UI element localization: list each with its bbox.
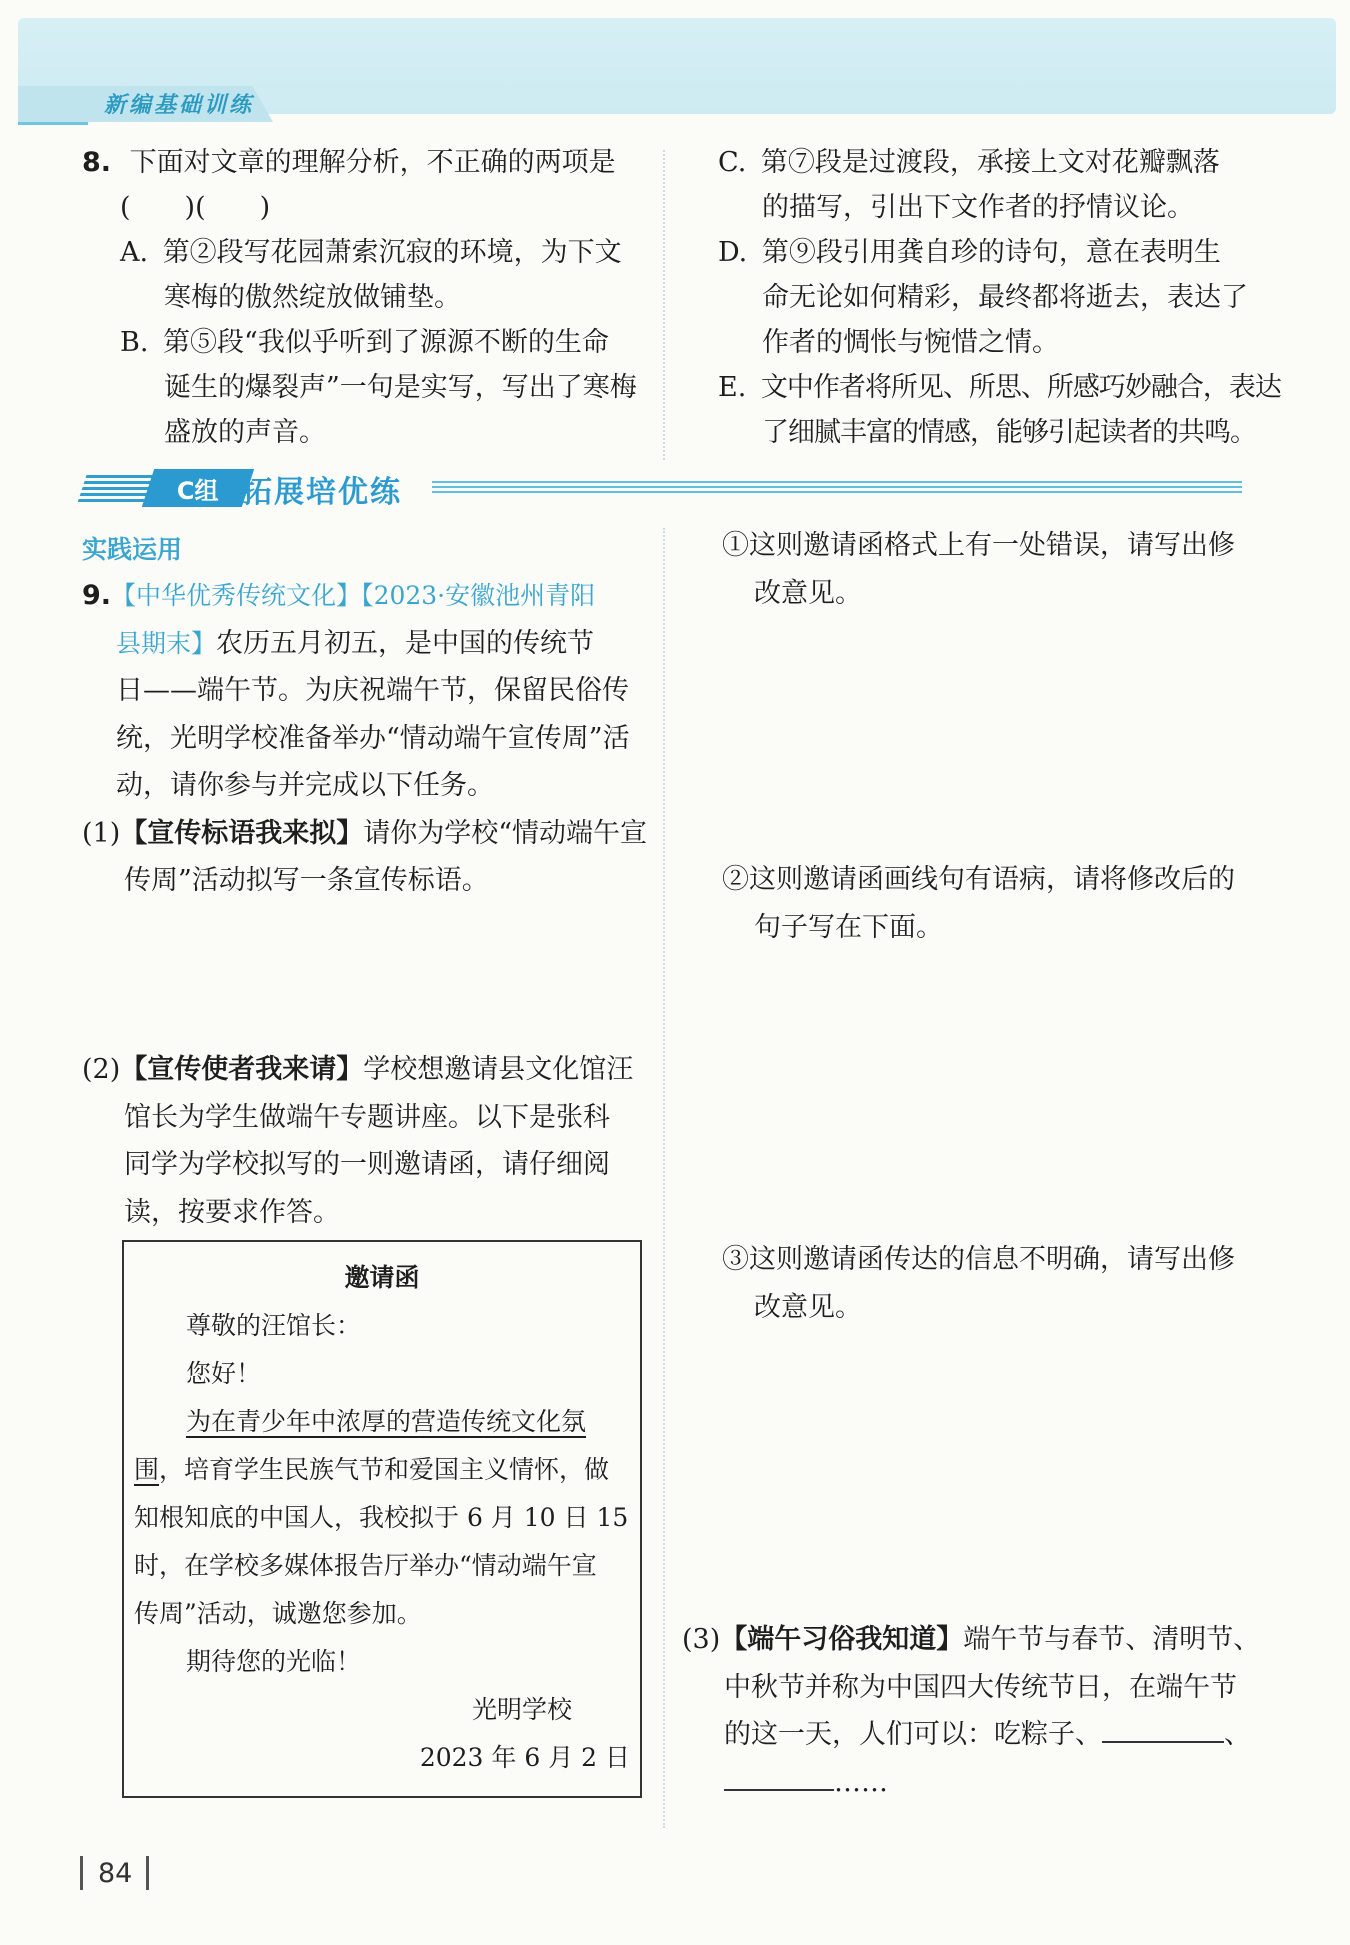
part-2-line4: 读，按要求作答。 [124, 1196, 340, 1228]
option-c: C. 第⑦段是过渡段，承接上文对花瓣飘落 [718, 147, 1220, 178]
question-9-line5: 动，请你参与并完成以下任务。 [116, 770, 494, 801]
answer-blank-2[interactable] [724, 1788, 834, 1791]
part-2-line3: 同学为学校拟写的一则邀请函，请仔细阅 [124, 1149, 610, 1180]
sub-question-1: ①这则邀请函格式上有一处错误，请写出修 改意见。 [722, 530, 1235, 609]
invitation-letter [122, 1240, 642, 1798]
question-9-line4: 统，光明学校准备举办“情动端午宣传周”活 [116, 722, 630, 754]
question-9 [82, 572, 652, 905]
letter-body-line5: 传周”活动，诚邀您参加。 [134, 1599, 422, 1628]
part-3-line1: (3)【端午习俗我知道】端午节与春节、清明节、 [682, 1624, 1261, 1655]
column-divider-bottom [663, 528, 665, 1828]
question-8 [82, 140, 652, 455]
part-3-line2: 中秋节并称为中国四大传统节日，在端午节 [724, 1671, 1237, 1703]
answer-blank-1[interactable] [1102, 1740, 1224, 1743]
question-9-head: 9.【中华优秀传统文化】【2023·安徽池州青阳 [82, 580, 596, 611]
tag-culture: 【中华优秀传统文化】 [111, 581, 362, 610]
option-d-line2: 命无论如何精彩，最终都将逝去，表达了 [762, 282, 1248, 313]
part-1: (1)【宣传标语我来拟】请你为学校“情动端午宣 [82, 817, 648, 849]
column-divider-top [663, 150, 665, 460]
part-2-line2: 馆长为学生做端午专题讲座。以下是张科 [124, 1101, 610, 1133]
letter-closing: 期待您的光临！ [186, 1647, 362, 1676]
part-2 [82, 1046, 652, 1236]
section-header [82, 467, 1242, 511]
letter-title: 邀请函 [344, 1263, 420, 1292]
question-9-line3: 日——端午节。为庆祝端午节，保留民俗传 [116, 675, 629, 706]
question-8-stem: 8. 下面对文章的理解分析，不正确的两项是 [82, 147, 616, 178]
page-number-bar-left [80, 1856, 83, 1890]
option-b: B. 第⑤段“我似乎听到了源源不断的生命 [120, 327, 609, 358]
part-3-line4: …… [682, 1759, 1322, 1807]
section-badge: C组 [142, 469, 254, 507]
letter-body-line4: 时，在学校多媒体报告厅举办“情动端午宣 [134, 1551, 597, 1580]
subheading: 实践运用 [82, 535, 183, 564]
option-a-line2: 寒梅的傲然绽放做铺垫。 [164, 282, 461, 313]
letter-body-line1 [134, 1398, 630, 1446]
part-3-line3: 的这一天，人们可以：吃粽子、 、 [724, 1719, 1251, 1750]
sub-question-3: ③这则邀请函传达的信息不明确，请写出修 改意见。 [722, 1244, 1235, 1323]
sub-question-2: ②这则邀请函画线句有语病，请将修改后的 句子写在下面。 [722, 864, 1235, 943]
option-e: E. 文中作者将所见、所思、所感巧妙融合，表达 [718, 372, 1281, 403]
part-3 [682, 1616, 1322, 1806]
option-e-line2: 了细腻丰富的情感，能够引起读者的共鸣。 [762, 417, 1256, 448]
header-title: 新编基础训练 [104, 93, 255, 118]
letter-salutation: 尊敬的汪馆长： [186, 1311, 362, 1340]
letter-body-line2: 围，培育学生民族气节和爱国主义情怀，做 [134, 1455, 610, 1484]
option-a: A. 第②段写花园萧索沉寂的环境，为下文 [120, 237, 622, 268]
part-2-line1: (2)【宣传使者我来请】学校想邀请县文化馆汪 [82, 1054, 634, 1085]
option-d-line3: 作者的惆怅与惋惜之情。 [762, 327, 1059, 358]
underlined-sentence-end: 围 [134, 1455, 160, 1484]
question-9-line2: 县期末】农历五月初五，是中国的传统节 [116, 627, 595, 659]
answer-blanks: ( )( ) [120, 192, 271, 223]
option-d: D. 第⑨段引用龚自珍的诗句，意在表明生 [718, 237, 1221, 268]
letter-signature: 光明学校 [471, 1695, 572, 1724]
section-title: 拓展培优练 [242, 475, 402, 510]
page-number-bar-right [146, 1856, 149, 1890]
option-b-line2: 诞生的爆裂声”一句是实写，写出了寒梅 [164, 372, 637, 403]
option-c-line2: 的描写，引出下文作者的抒情议论。 [762, 192, 1194, 223]
part-1-line2: 传周”活动拟写一条宣传标语。 [124, 865, 489, 896]
underlined-sentence: 为在青少年中浓厚的营造传统文化氛 [186, 1407, 587, 1436]
option-b-line3: 盛放的声音。 [164, 417, 326, 448]
tag-source: 【2023·安徽池州青阳 [361, 581, 596, 610]
question-8-continued [718, 140, 1318, 455]
header-underline [18, 122, 88, 125]
section-rule [432, 481, 1242, 495]
letter-date: 2023 年 6 月 2 日 [419, 1743, 630, 1772]
page-number: 84 [98, 1858, 133, 1889]
letter-greeting: 您好！ [186, 1359, 262, 1388]
letter-body-line3: 知根知底的中国人，我校拟于 6 月 10 日 15 [134, 1503, 629, 1532]
